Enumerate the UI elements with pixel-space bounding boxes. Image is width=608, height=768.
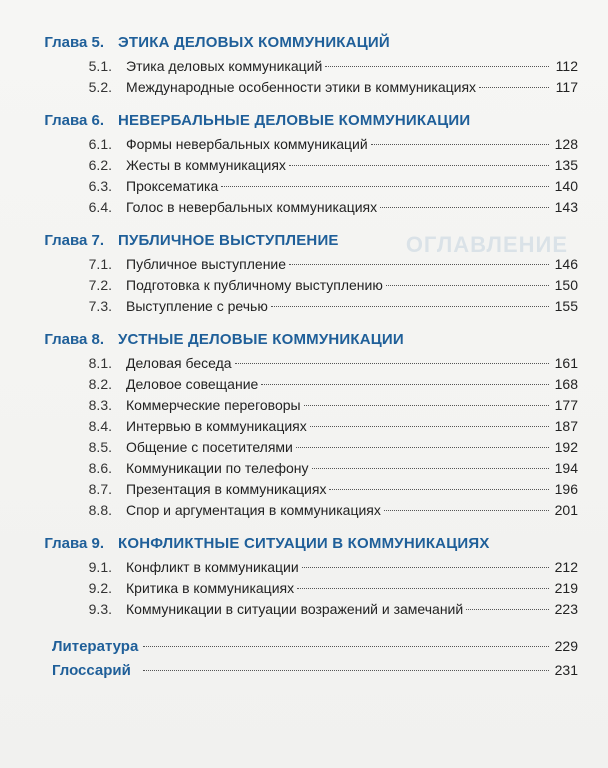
dot-leader [325, 66, 549, 67]
section-title: Презентация в коммуникациях [126, 481, 327, 497]
toc-entry [0, 296, 608, 317]
page-number: 177 [554, 397, 578, 413]
section-number: 8.4. [88, 418, 112, 434]
page-number: 146 [554, 256, 578, 272]
dot-leader [312, 468, 550, 469]
section-number: 7.3. [88, 298, 112, 314]
toc-entry [0, 77, 608, 98]
chapter-title: УСТНЫЕ ДЕЛОВЫЕ КОММУНИКАЦИИ [118, 331, 404, 348]
section-title: Этика деловых коммуникаций [126, 58, 323, 74]
chapter-title: ПУБЛИЧНОЕ ВЫСТУПЛЕНИЕ [118, 232, 339, 249]
dot-leader [302, 567, 549, 568]
toc-entry [0, 275, 608, 296]
chapter-7 [0, 232, 608, 317]
toc-entry [0, 557, 608, 578]
toc-entry [0, 134, 608, 155]
section-number: 8.1. [88, 355, 112, 371]
page-number: 201 [554, 502, 578, 518]
section-title: Публичное выступление [126, 256, 287, 272]
back-matter-title: Глоссарий [52, 662, 131, 679]
toc-entry [0, 416, 608, 437]
section-title: Жесты в коммуникациях [126, 157, 286, 173]
toc-entry [0, 578, 608, 599]
section-title: Конфликт в коммуникации [126, 559, 299, 575]
chapter-6 [0, 112, 608, 218]
section-number: 6.4. [88, 199, 112, 215]
chapter-heading [0, 331, 608, 353]
toc-entry [0, 479, 608, 500]
section-title: Коммуникации в ситуации возражений и замечаний [126, 601, 464, 617]
dot-leader [271, 306, 549, 307]
toc-entry [0, 374, 608, 395]
page-number: 117 [555, 79, 578, 95]
chapter-8 [0, 331, 608, 521]
section-number: 6.3. [88, 178, 112, 194]
dot-leader [384, 510, 549, 511]
dot-leader [296, 447, 549, 448]
back-matter [0, 634, 608, 682]
dot-leader [289, 264, 549, 265]
chapter-9 [0, 535, 608, 620]
chapter-label: Глава 6. [44, 112, 104, 129]
section-number: 8.7. [88, 481, 112, 497]
section-title: Голос в невербальных коммуникациях [126, 199, 378, 215]
toc-entry [0, 395, 608, 416]
page-number: 196 [554, 481, 578, 497]
page-number: 219 [554, 580, 578, 596]
toc-entry [0, 500, 608, 521]
dot-leader [143, 670, 549, 671]
section-number: 9.2. [88, 580, 112, 596]
dot-leader [261, 384, 549, 385]
toc-entry [0, 437, 608, 458]
section-number: 9.1. [88, 559, 112, 575]
section-number: 5.1. [88, 58, 112, 74]
section-title: Спор и аргументация в коммуникациях [126, 502, 381, 518]
dot-leader [304, 405, 549, 406]
section-title: Международные особенности этики в коммуникациях [126, 79, 477, 95]
dot-leader [310, 426, 549, 427]
chapter-heading [0, 34, 608, 56]
toc-entry [0, 254, 608, 275]
dot-leader [235, 363, 549, 364]
chapter-title: КОНФЛИКТНЫЕ СИТУАЦИИ В КОММУНИКАЦИЯХ [118, 535, 490, 552]
toc-entry-glossary [0, 658, 608, 682]
dot-leader [466, 609, 549, 610]
chapter-label: Глава 8. [44, 331, 104, 348]
dot-leader [479, 87, 549, 88]
section-number: 6.2. [88, 157, 112, 173]
toc-entry-literature [0, 634, 608, 658]
section-number: 8.5. [88, 439, 112, 455]
toc-entry [0, 458, 608, 479]
dot-leader [386, 285, 549, 286]
dot-leader [221, 186, 549, 187]
back-matter-title: Литература [52, 638, 139, 655]
section-number: 5.2. [88, 79, 112, 95]
section-number: 8.2. [88, 376, 112, 392]
toc-entry [0, 599, 608, 620]
page-number: 143 [554, 199, 578, 215]
section-title: Формы невербальных коммуникаций [126, 136, 368, 152]
page-number: 155 [554, 298, 578, 314]
dot-leader [371, 144, 549, 145]
toc-entry [0, 155, 608, 176]
toc-entry [0, 56, 608, 77]
section-title: Деловое совещание [126, 376, 259, 392]
page-number: 223 [554, 601, 578, 617]
dot-leader [297, 588, 549, 589]
section-number: 9.3. [88, 601, 112, 617]
dot-leader [143, 646, 549, 647]
section-title: Общение с посетителями [126, 439, 293, 455]
toc-entry [0, 176, 608, 197]
page-number: 140 [554, 178, 578, 194]
page-number: 187 [554, 418, 578, 434]
page-number: 229 [554, 638, 578, 654]
chapter-label: Глава 9. [44, 535, 104, 552]
page-number: 192 [554, 439, 578, 455]
page-number: 231 [554, 662, 578, 678]
section-title: Подготовка к публичному выступлению [126, 277, 383, 293]
chapter-title: ЭТИКА ДЕЛОВЫХ КОММУНИКАЦИЙ [118, 34, 390, 51]
page-number: 212 [554, 559, 578, 575]
section-number: 8.3. [88, 397, 112, 413]
section-title: Коммуникации по телефону [126, 460, 309, 476]
chapter-label: Глава 5. [44, 34, 104, 51]
toc-entry [0, 353, 608, 374]
show-through-heading: ОГЛАВЛЕНИЕ [405, 232, 568, 257]
section-title: Проксематика [126, 178, 219, 194]
chapter-label: Глава 7. [44, 232, 104, 249]
page-number: 194 [554, 460, 578, 476]
dot-leader [289, 165, 549, 166]
section-title: Коммерческие переговоры [126, 397, 301, 413]
section-number: 8.8. [88, 502, 112, 518]
chapter-title: НЕВЕРБАЛЬНЫЕ ДЕЛОВЫЕ КОММУНИКАЦИИ [118, 112, 471, 129]
page-number: 150 [554, 277, 578, 293]
section-title: Критика в коммуникациях [126, 580, 295, 596]
page-number: 112 [555, 58, 578, 74]
chapter-5 [0, 34, 608, 98]
page-number: 161 [554, 355, 578, 371]
table-of-contents [0, 34, 608, 682]
page-number: 128 [554, 136, 578, 152]
section-title: Деловая беседа [126, 355, 232, 371]
dot-leader [329, 489, 549, 490]
page-number: 168 [554, 376, 578, 392]
page-number: 135 [554, 157, 578, 173]
section-title: Интервью в коммуникациях [126, 418, 307, 434]
section-number: 7.1. [88, 256, 112, 272]
chapter-heading [0, 112, 608, 134]
chapter-heading [0, 535, 608, 557]
section-number: 8.6. [88, 460, 112, 476]
dot-leader [380, 207, 549, 208]
section-number: 6.1. [88, 136, 112, 152]
chapter-heading [0, 232, 608, 254]
toc-entry [0, 197, 608, 218]
section-number: 7.2. [88, 277, 112, 293]
section-title: Выступление с речью [126, 298, 268, 314]
